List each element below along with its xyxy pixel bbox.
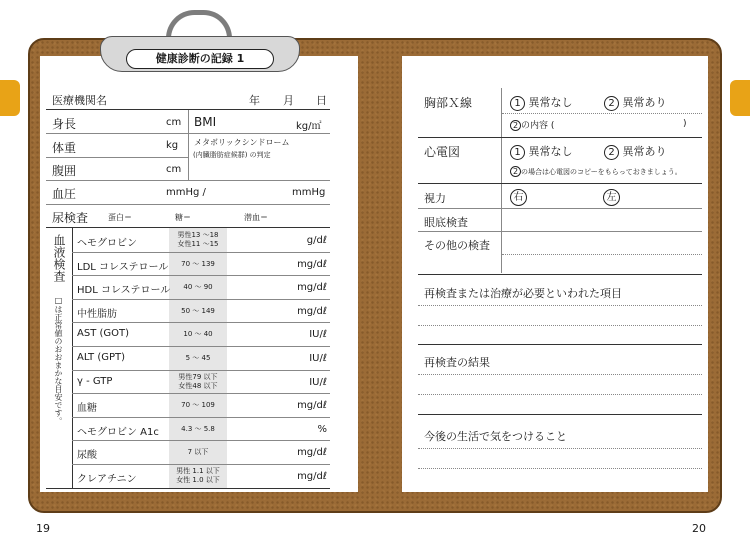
blood-row-divider (72, 346, 330, 347)
blood-row-divider (72, 440, 330, 441)
height-label: 身長 (52, 117, 77, 131)
blood-row-unit: mg/dℓ (297, 282, 327, 294)
chapter-tab-left (0, 80, 20, 116)
urine-protein: 蛋白＝ (108, 213, 132, 222)
vision-right[interactable]: 右 (510, 189, 527, 206)
xray-label: 胸部Ｘ線 (424, 96, 473, 110)
blood-row-range: 10 ～ 40 (183, 330, 213, 339)
page-number-right: 20 (692, 522, 706, 535)
bmi-label: BMI (194, 115, 217, 129)
vision-label: 視力 (424, 192, 446, 205)
bp-label: 血圧 (52, 187, 77, 201)
xray-option-abnormal[interactable]: 2 異常あり (604, 94, 667, 111)
blood-row-range: 70 ～ 139 (181, 259, 215, 268)
range-note: □は正常値のおおまかな目安です。 (54, 296, 63, 425)
blood-row-range: 男性13 ～18 女性11 ～15 (177, 231, 219, 248)
recheck-result-label: 再検査の結果 (424, 356, 490, 369)
blood-row-name: 尿酸 (77, 450, 97, 462)
blood-row-divider (72, 464, 330, 465)
blood-row-divider (72, 299, 330, 300)
blood-row-name: 血糖 (77, 403, 97, 415)
blood-row-unit: mg/dℓ (297, 471, 327, 482)
blood-row-divider (72, 252, 330, 253)
day-label: 日 (316, 94, 327, 107)
recheck-items-label: 再検査または治療が必要といわれた項目 (424, 287, 622, 300)
blood-row-range: 4.3 ～ 5.8 (181, 424, 215, 433)
xray-option-normal[interactable]: 1 異常なし (510, 94, 573, 111)
blood-row-unit: IU/ℓ (309, 353, 327, 364)
ecg-option-normal[interactable]: 1 異常なし (510, 143, 573, 160)
blood-row-name: ALT (GPT) (77, 352, 126, 363)
record-title: 健康診断の記録 1 (126, 49, 274, 69)
month-label: 月 (283, 94, 294, 107)
ecg-option-abnormal[interactable]: 2 異常あり (604, 143, 667, 160)
blood-test-label: 血液検査 (52, 234, 66, 282)
fundus-label: 眼底検査 (424, 216, 468, 229)
bp-unit2: mmHg (292, 187, 326, 198)
ecg-note: 2 の場合は心電図のコピーをもらっておきましょう。 (510, 166, 682, 177)
blood-row-divider (72, 393, 330, 394)
blood-row-unit: % (317, 423, 327, 435)
blood-row-unit: IU/ℓ (309, 376, 327, 388)
chapter-tab-right (730, 80, 750, 116)
xray-detail-close: ) (683, 119, 687, 129)
blood-row-divider (72, 370, 330, 371)
bp-unit1: mmHg / (166, 187, 206, 198)
blood-row-divider (72, 417, 330, 418)
blood-row-unit: mg/dℓ (297, 305, 327, 317)
lifestyle-label: 今後の生活で気をつけること (424, 430, 567, 443)
blood-row-name: γ - GTP (77, 375, 113, 387)
blood-row-unit: IU/ℓ (309, 329, 327, 341)
blood-row-unit: g/dℓ (306, 235, 327, 246)
year-label: 年 (249, 94, 260, 107)
facility-label: 医療機関名 (52, 94, 107, 107)
blood-row-divider (72, 322, 330, 323)
blood-row-range: 40 ～ 90 (183, 283, 213, 292)
ecg-label: 心電図 (424, 145, 461, 159)
other-tests-label: その他の検査 (424, 239, 490, 252)
blood-row-name: クレアチニン (77, 474, 137, 485)
urine-sugar: 糖＝ (175, 213, 191, 222)
urine-label: 尿検査 (52, 211, 89, 225)
vision-left[interactable]: 左 (603, 189, 620, 206)
blood-row-name: AST (GOT) (77, 328, 130, 340)
blood-row-unit: mg/dℓ (297, 447, 327, 459)
urine-blood: 潜血＝ (244, 213, 268, 222)
blood-row-name: ヘモグロビン (77, 238, 137, 249)
weight-unit: kg (166, 140, 179, 151)
blood-row-range: 男性79 以下 女性48 以下 (178, 372, 218, 390)
blood-row-unit: mg/dℓ (297, 258, 327, 270)
blood-row-divider (72, 275, 330, 276)
blood-row-range: 男性 1.1 以下 女性 1.0 以下 (176, 467, 220, 484)
metabolic-line2: (内臓脂肪症候群) の判定 (193, 151, 271, 159)
blood-row-name: HDL コレステロール (77, 285, 171, 297)
height-unit: cm (166, 117, 182, 128)
blood-row-range: 50 ～ 149 (181, 306, 215, 315)
waist-unit: cm (166, 164, 182, 175)
waist-label: 腹囲 (52, 164, 77, 178)
blood-row-range: 5 ～ 45 (185, 354, 211, 362)
metabolic-line1: メタボリックシンドローム (194, 138, 290, 147)
page-number-left: 19 (36, 522, 50, 535)
bmi-unit: kg/㎡ (296, 121, 322, 132)
weight-label: 体重 (52, 141, 77, 155)
blood-row-unit: mg/dℓ (297, 400, 327, 412)
blood-row-name: LDL コレステロール (77, 261, 169, 273)
xray-detail: 2 の内容 ( (510, 118, 554, 131)
blood-row-range: 70 ～ 109 (181, 401, 215, 410)
blood-row-name: ヘモグロビン A1c (77, 426, 159, 438)
blood-row-name: 中性脂肪 (77, 308, 117, 320)
blood-row-range: 7 以下 (187, 448, 209, 457)
